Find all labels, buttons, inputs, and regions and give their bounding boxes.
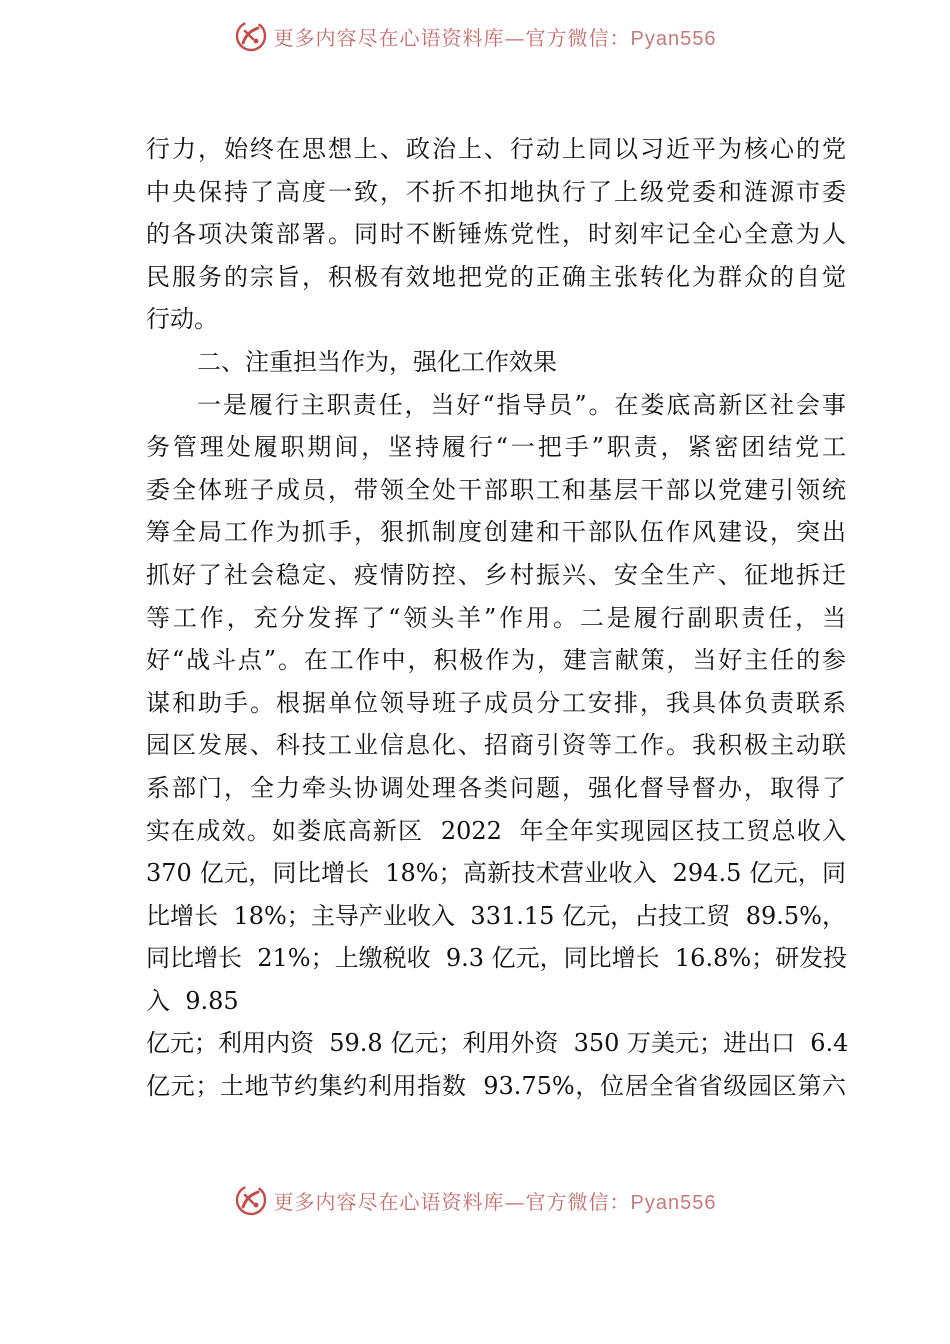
- body-line-18: 370 亿元，同比增长 18%；高新技术营业收入 294.5 亿元，同: [146, 859, 846, 888]
- body-line-13: 好“战斗点”。在工作中，积极作为，建言献策，当好主任的参: [146, 646, 846, 675]
- footer-watermark-label: 更多内容尽在心语资料库—官方微信：: [273, 1189, 631, 1214]
- header-watermark-inner: [234, 19, 717, 53]
- body-line-10: 筹全局工作为抓手，狠抓制度创建和干部队伍作风建设，突出: [146, 518, 846, 547]
- body-line-11: 抓好了社会稳定、疫情防控、乡村振兴、安全生产、征地拆迁: [146, 560, 846, 589]
- body-line-4: 民服务的宗旨，积极有效地把党的正确主张转化为群众的自觉: [146, 262, 846, 291]
- red-seal-logo-icon: [234, 19, 268, 53]
- body-line-15: 园区发展、科技工业信息化、招商引资等工作。我积极主动联: [146, 731, 846, 760]
- footer-wechat-id: Pyan556: [630, 1191, 717, 1214]
- header-wechat-id: Pyan556: [630, 27, 717, 50]
- footer-watermark-banner: [0, 1180, 950, 1220]
- footer-watermark-inner: [234, 1183, 717, 1217]
- body-line-14: 谋和助手。根据单位领导班子成员分工安排，我具体负责联系: [146, 688, 846, 717]
- body-line-7: 一是履行主职责任，当好“指导员”。在娄底高新区社会事: [197, 390, 846, 419]
- body-line-19: 比增长 18%；主导产业收入 331.15 亿元，占技工贸 89.5%，: [146, 901, 846, 930]
- section-heading: 二、注重担当作为，强化工作效果: [197, 347, 557, 376]
- body-line-20: 同比增长 21%；上缴税收 9.3 亿元，同比增长 16.8%；研发投: [146, 944, 848, 973]
- footer-watermark-text: [274, 1186, 717, 1215]
- body-line-17: 实在成效。如娄底高新区 2022 年全年实现园区技工贸总收入: [146, 816, 846, 845]
- body-line-5: 行动。: [146, 305, 218, 334]
- body-line-22: 亿元；利用内资 59.8 亿元；利用外资 350 万美元；进出口 6.4: [146, 1029, 849, 1058]
- header-watermark-text: [274, 22, 717, 51]
- header-watermark-banner: [0, 16, 950, 56]
- body-line-16: 系部门，全力牵头协调处理各类问题，强化督导督办，取得了: [146, 773, 846, 802]
- body-line-1: 行力，始终在思想上、政治上、行动上同以习近平为核心的党: [146, 135, 846, 163]
- body-line-21: 入 9.85: [146, 986, 239, 1015]
- body-line-2: 中央保持了高度一致，不折不扣地执行了上级党委和涟源市委: [146, 177, 846, 206]
- header-watermark-label: 更多内容尽在心语资料库—官方微信：: [273, 25, 631, 50]
- red-seal-logo-icon: [234, 1183, 268, 1217]
- body-line-23: 亿元；土地节约集约利用指数 93.75%，位居全省省级园区第六: [146, 1072, 846, 1101]
- body-line-3: 的各项决策部署。同时不断锤炼党性，时刻牢记全心全意为人: [146, 220, 846, 249]
- body-line-8: 务管理处履职期间，坚持履行“一把手”职责，紧密团结党工: [146, 433, 846, 462]
- body-line-12: 等工作，充分发挥了“领头羊”作用。二是履行副职责任，当: [146, 603, 846, 632]
- body-line-9: 委全体班子成员，带领全处干部职工和基层干部以党建引领统: [146, 475, 846, 504]
- document-body: [146, 128, 849, 1108]
